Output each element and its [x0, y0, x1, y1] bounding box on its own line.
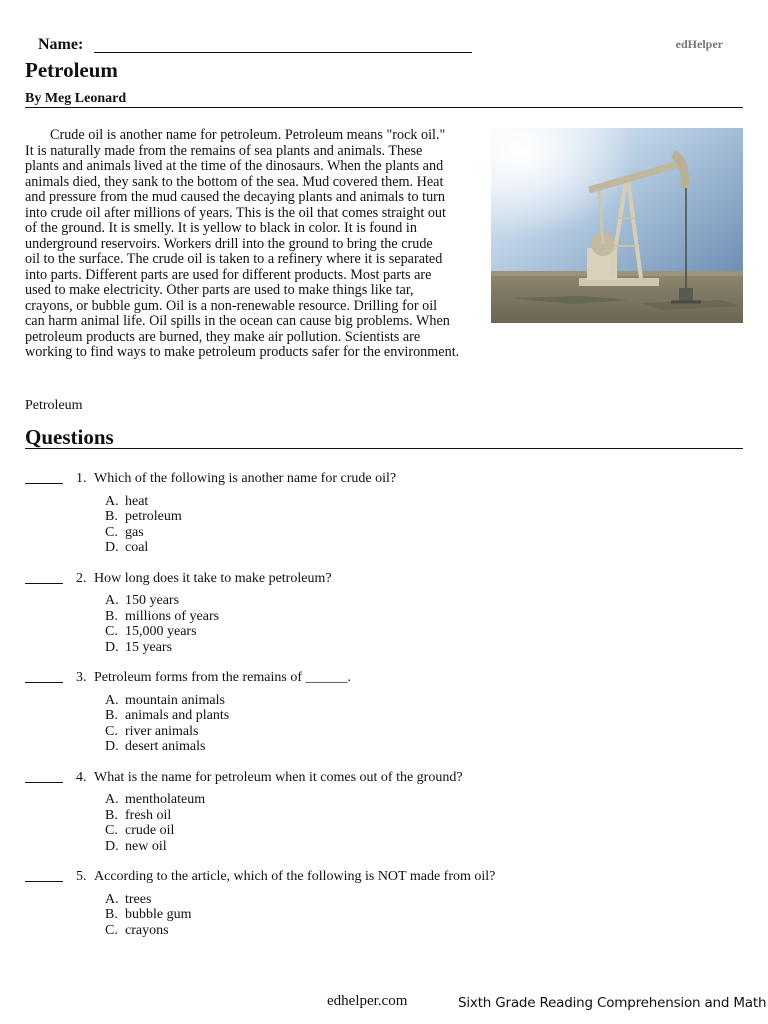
choice-item	[105, 693, 743, 709]
choice-item	[105, 708, 743, 724]
choice-letter: B.	[105, 608, 118, 624]
question-item	[25, 770, 743, 855]
name-label: Name:	[38, 36, 84, 53]
choice-letter: D.	[105, 739, 119, 754]
answer-blank[interactable]	[25, 782, 63, 783]
question-number: 5.	[76, 869, 87, 884]
choice-text: 15 years	[125, 639, 173, 655]
question-number: 1.	[76, 471, 87, 486]
choice-item	[105, 839, 743, 855]
choice-item	[105, 923, 743, 939]
question-item	[25, 670, 743, 755]
answer-blank[interactable]	[25, 583, 63, 584]
choice-letter: D.	[105, 639, 119, 655]
choice-text: crayons	[125, 922, 169, 938]
choice-text: fresh oil	[125, 807, 172, 823]
choice-text: river animals	[125, 723, 199, 739]
choice-text: new oil	[125, 838, 167, 854]
choice-letter: C.	[105, 723, 118, 739]
choice-letter: A.	[105, 593, 119, 608]
choice-text: trees	[125, 891, 152, 907]
choice-item	[105, 609, 743, 625]
choice-letter: A.	[105, 493, 119, 509]
choice-letter: B.	[105, 509, 118, 524]
question-number: 3.	[76, 670, 87, 685]
choice-item	[105, 724, 743, 740]
choice-letter: A.	[105, 891, 119, 907]
choice-letter: D.	[105, 540, 119, 555]
answer-blank[interactable]	[25, 881, 63, 882]
choice-text: coal	[125, 540, 149, 555]
oil-pumpjack-photo	[491, 128, 743, 323]
choice-text: 15,000 years	[125, 624, 197, 639]
choice-text: heat	[125, 493, 149, 509]
choice-list	[105, 494, 743, 556]
question-number: 2.	[76, 570, 87, 586]
choice-text: bubble gum	[125, 907, 192, 922]
choice-letter: C.	[105, 524, 118, 540]
brand-label: edHelper	[675, 37, 723, 51]
questions-list	[25, 471, 743, 953]
choice-list	[105, 693, 743, 755]
choice-text: millions of years	[125, 608, 220, 624]
choice-item	[105, 792, 743, 808]
article-text: Crude oil is another name for petroleum. Petroleum means "rock oil." It is naturally made from the remains of sea plants and animals. These plants and animals lived at the time of the dinosaurs. When the plants and animals died, they sank to the bottom of the sea. Mud covered them. Heat and pressure from the mud caused the decaying plants and animals to turn into crude oil after millions of years. This is the oil that comes straight out of the ground. It is smelly. It is yellow to black in color. It is found in underground reservoirs. Workers drill into the ground to bring the crude oil to the surface. The crude oil is taken to a refinery where it is separated into parts. Different parts are used for different products. Most parts are used to make electricity. Other parts are used to make things like tar, crayons, or bubble gum. Oil is a non-renewable resource. Drilling for oil can harm animal life. Oil spills in the ocean can cause big problems. When petroleum products are burned, they make air pollution. Scientists are working to find ways to make petroleum products safer for the environment.	[25, 127, 460, 360]
choice-text: gas	[125, 524, 144, 540]
choice-letter: A.	[105, 692, 119, 708]
choice-list	[105, 593, 743, 655]
choice-letter: C.	[105, 922, 118, 938]
questions-heading: Questions	[25, 425, 114, 449]
image-caption: Petroleum	[25, 398, 83, 413]
question-item	[25, 471, 743, 556]
choice-text: crude oil	[125, 823, 175, 838]
header-divider	[25, 107, 743, 108]
choice-item	[105, 823, 743, 839]
questions-divider	[25, 448, 743, 449]
choice-text: 150 years	[125, 593, 180, 608]
choice-list	[105, 792, 743, 854]
choice-item	[105, 494, 743, 510]
choice-letter: B.	[105, 807, 118, 823]
choice-letter: D.	[105, 838, 119, 854]
choice-item	[105, 739, 743, 755]
question-text: What is the name for petroleum when it comes out of the ground?	[94, 769, 463, 785]
question-item	[25, 571, 743, 656]
choice-letter: A.	[105, 792, 119, 807]
question-text: Which of the following is another name for crude oil?	[94, 471, 397, 486]
choice-item	[105, 808, 743, 824]
choice-item	[105, 640, 743, 656]
answer-blank[interactable]	[25, 682, 63, 683]
choice-letter: B.	[105, 907, 118, 922]
choice-item	[105, 593, 743, 609]
choice-text: mentholateum	[125, 792, 206, 807]
footer-grade: Sixth Grade Reading Comprehension and Math	[458, 995, 767, 1011]
choice-item	[105, 624, 743, 640]
choice-text: desert animals	[125, 739, 206, 754]
choice-item	[105, 540, 743, 556]
choice-letter: C.	[105, 823, 118, 838]
question-text: Petroleum forms from the remains of ______.	[94, 670, 352, 685]
choice-letter: C.	[105, 624, 118, 639]
choice-item	[105, 892, 743, 908]
choice-item	[105, 509, 743, 525]
choice-item	[105, 525, 743, 541]
choice-item	[105, 907, 743, 923]
question-number: 4.	[76, 769, 87, 785]
choice-letter: B.	[105, 708, 118, 723]
question-item	[25, 869, 743, 938]
choice-text: animals and plants	[125, 708, 230, 723]
name-field-line[interactable]	[94, 52, 472, 53]
page-title: Petroleum	[25, 58, 118, 82]
choice-text: petroleum	[125, 509, 182, 524]
choice-list	[105, 892, 743, 939]
question-text: According to the article, which of the following is NOT made from oil?	[94, 869, 496, 884]
choice-text: mountain animals	[125, 692, 225, 708]
question-text: How long does it take to make petroleum?	[94, 570, 332, 586]
footer-site: edhelper.com	[327, 993, 408, 1009]
byline: By Meg Leonard	[25, 91, 127, 106]
answer-blank[interactable]	[25, 483, 63, 484]
article	[25, 128, 743, 361]
